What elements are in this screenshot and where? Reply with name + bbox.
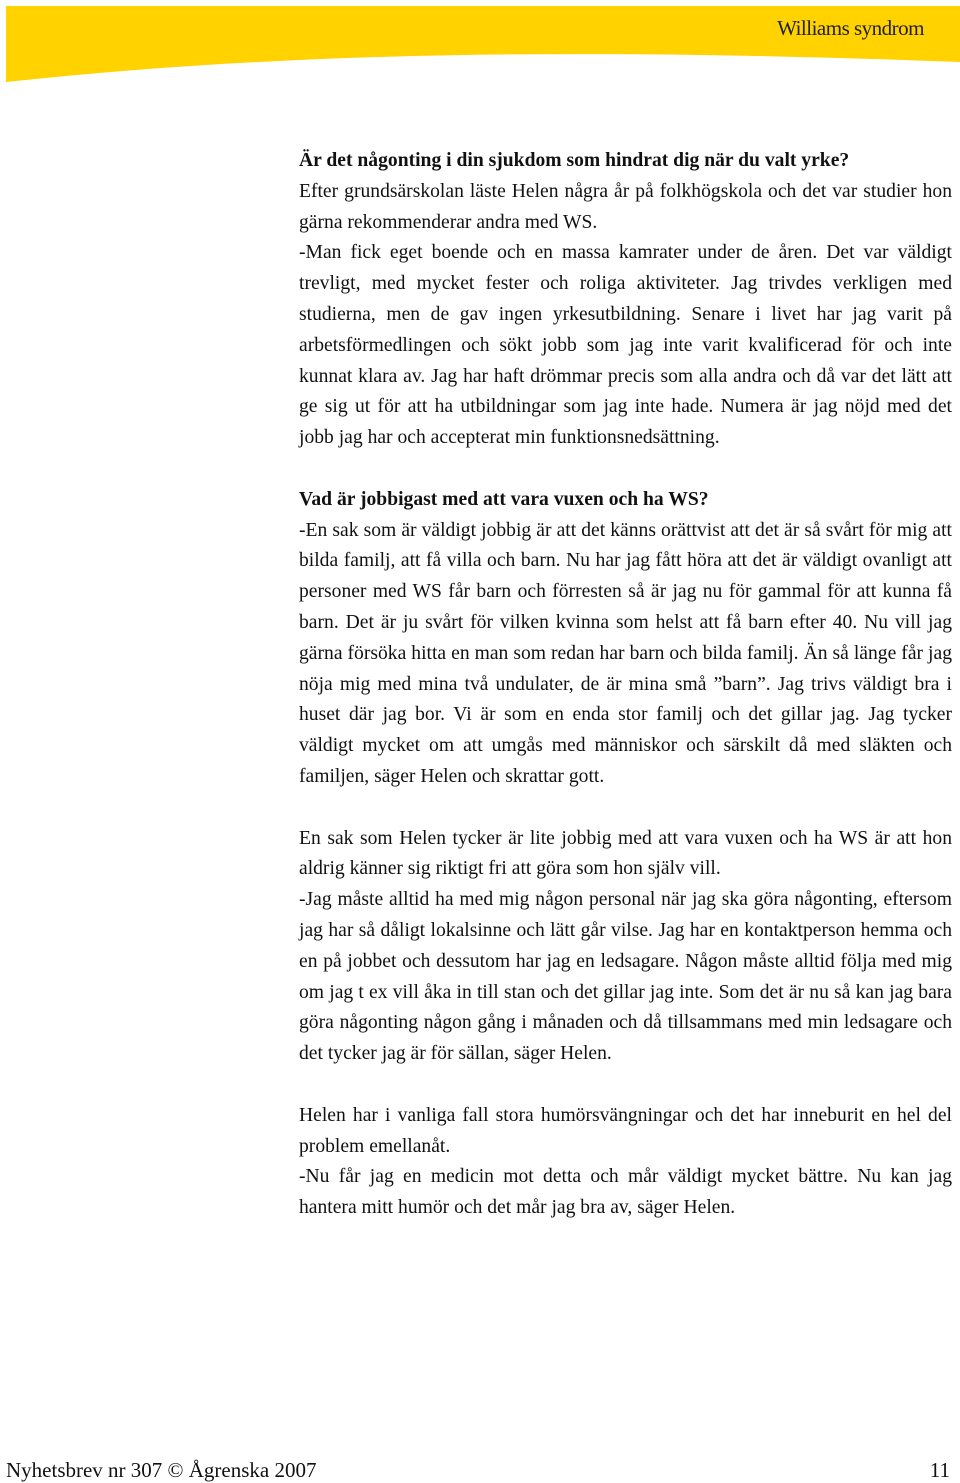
article-paragraph: -Nu får jag en medicin mot detta och mår väldigt mycket bättre. Nu kan jag hantera mitt humör och det mår jag bra av, säger Helen. <box>299 1166 952 1219</box>
question-heading-adulthood: Vad är jobbigast med att vara vuxen och ha WS? <box>299 488 709 510</box>
article-paragraph: En sak som Helen tycker är lite jobbig med att vara vuxen och ha WS är att hon aldrig känner sig riktigt fri att göra som hon själv vill. <box>299 827 952 880</box>
article-paragraph: -Jag måste alltid ha med mig någon personal när jag ska göra någonting, eftersom jag har så dåligt lokalsinne och lätt går vilse. Jag har en kontaktperson hemma och en på jobbet och dessutom har jag en ledsagare. Någon måste alltid följa med mig om jag t ex vill åka in till stan och det gillar jag inte. Som det är nu så kan jag bara göra någonting någon gång i månaden och då tillsammans med min ledsagare och det tycker jag är för sällan, säger Helen. <box>299 889 952 1065</box>
paragraph-spacer <box>299 454 952 485</box>
page-number: 11 <box>929 1458 950 1482</box>
article-paragraph: Helen har i vanliga fall stora humörsvängningar och det har inneburit en hel del problem emellanåt. <box>299 1104 952 1157</box>
article-paragraph: Efter grundsärskolan läste Helen några år på folkhögskola och det var studier hon gärna rekommenderar andra med WS. <box>299 180 952 233</box>
article-paragraph: -En sak som är väldigt jobbig är att det känns orättvist att det är så svårt för mig att bilda familj, att få villa och barn. Nu har jag fått höra att det är väldigt ovanligt att personer med WS får barn och förresten så är jag nu för gammal för att kunna få barn. Det är ju svårt för vilken kvinna som helst att få barn efter 40. Nu vill jag gärna försöka hitta en man som redan har barn och bilda familj. Än så länge får jag nöja mig med mina två undulater, de är mina små ”barn”. Jag trivs väldigt bra i huset där jag bor. Vi är som en enda stor familj och det gillar jag. Jag tycker väldigt mycket om att umgås med människor och särskilt då med släkten och familjen, säger Helen och skrattar gott. <box>299 519 952 787</box>
article-body <box>299 146 952 1224</box>
article-paragraph: -Man fick eget boende och en massa kamrater under de åren. Det var väldigt trevligt, med mycket fester och roliga aktiviteter. Jag trivdes verkligen med studierna, men de gav ingen yrkesutbildning. Senare i livet har jag varit på arbetsförmedlingen och sökt jobb som jag inte varit kvalificerad för och inte kunnat klara av. Jag har haft drömmar precis som alla andra och då var det lätt att ge sig ut för att ha utbildningar som jag inte hade. Numera är jag nöjd med det jobb jag har och accepterat min funktionsnedsättning. <box>299 242 952 449</box>
question-heading-career: Är det någonting i din sjukdom som hindrat dig när du valt yrke? <box>299 150 850 171</box>
running-header-title: Williams syndrom <box>777 16 924 40</box>
paragraph-spacer <box>299 793 952 824</box>
header-swoosh-shape <box>0 0 960 90</box>
paragraph-spacer <box>299 1070 952 1101</box>
footer-publication-info: Nyhetsbrev nr 307 © Ågrenska 2007 <box>6 1458 317 1482</box>
header-banner <box>0 0 960 90</box>
